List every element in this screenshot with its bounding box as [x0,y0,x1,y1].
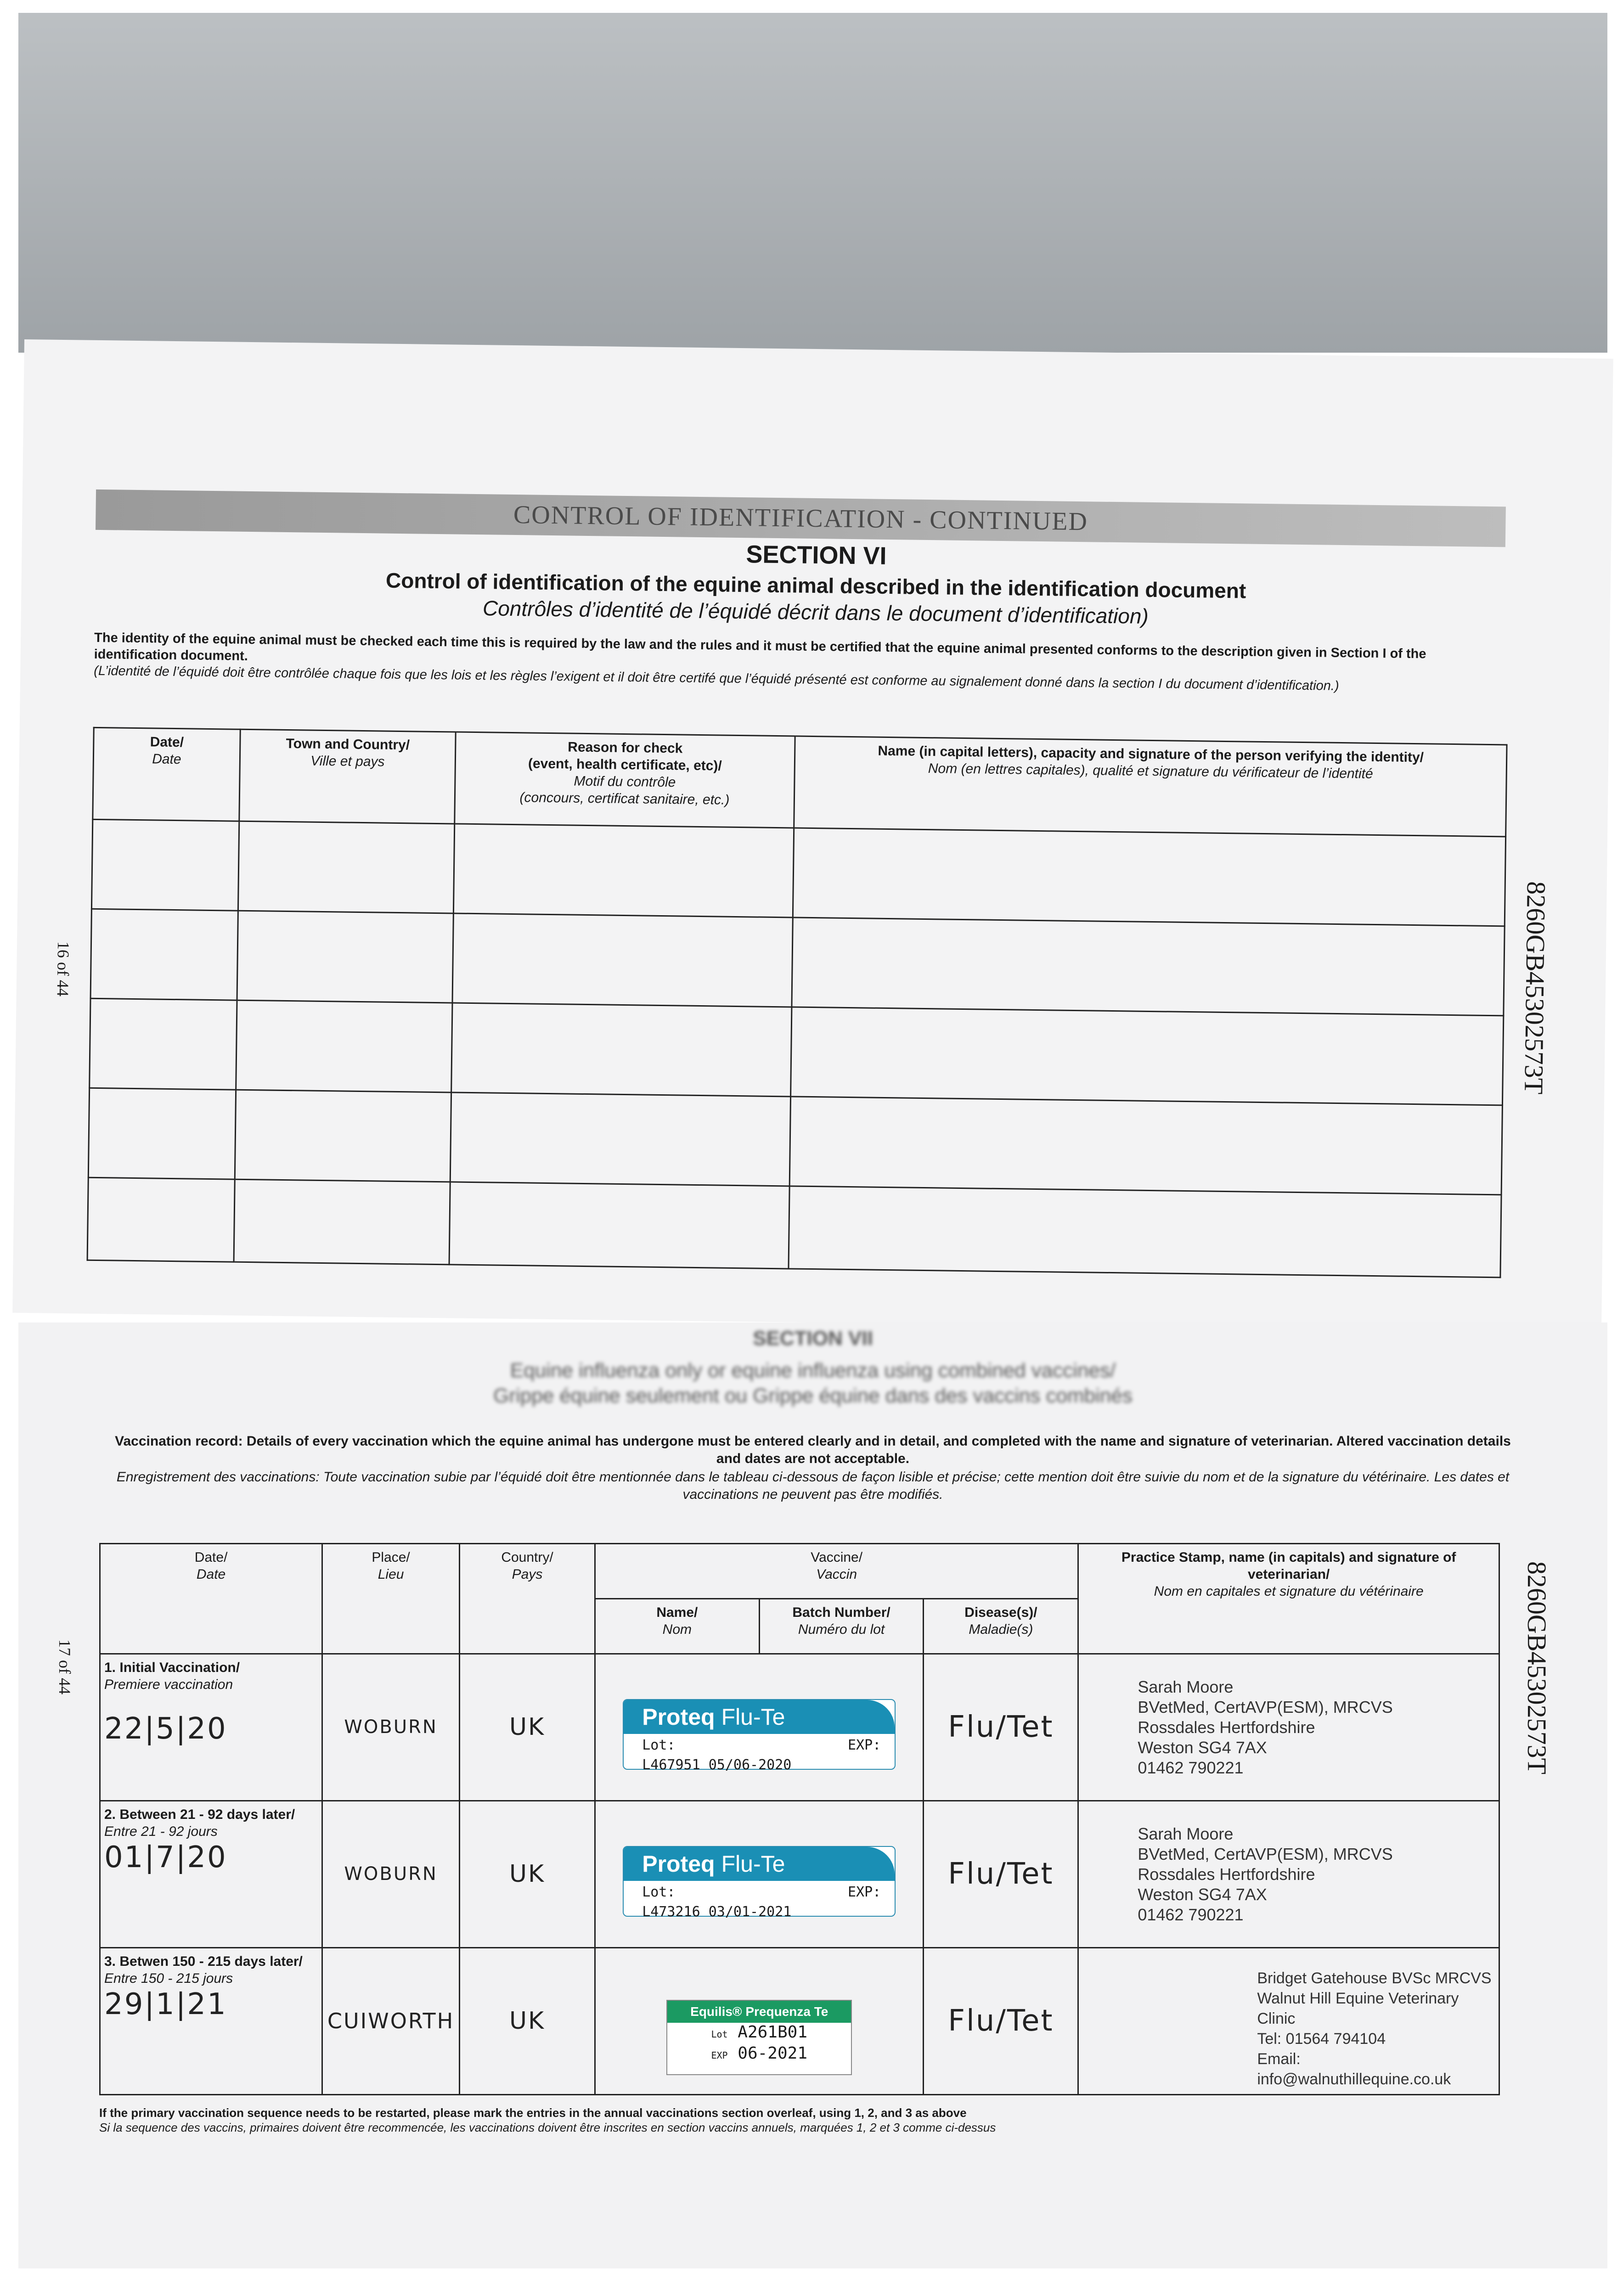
page-number: 16 of 44 [53,941,73,997]
table-row [100,1948,1499,2095]
row-date-cell: 2. Between 21 - 92 days later/ Entre 21 - 92 jours 01|7|20 [100,1801,322,1948]
handwritten-place: CUIWORTH [327,2009,455,2033]
handwritten-country: UK [509,2007,546,2035]
col-batch: Batch Number/ Numéro du lot [759,1599,924,1654]
vet-stamp: Bridget Gatehouse BVSc MRCVS Walnut Hill Equine Veterinary Clinic Tel: 01564 794104 Email: info@walnuthillequine.co.uk [1257,1970,1492,2088]
col-date: Date/ Date [93,727,240,821]
handwritten-disease: Flu/Tet [948,1857,1054,1891]
table-row [100,1654,1499,1801]
identity-check-table [87,727,1508,1278]
section-vii-title-en: Equine influenza only or equine influenza using combined vaccines/ [510,1359,1116,1382]
intro-en: The identity of the equine animal must be checked each time this is required by the law and the rules and it must be certified that the equine animal presented conforms to the description given in Section I of the identification document. [94,630,1426,664]
section-vii-title-fr: Grippe équine seulement ou Grippe équine dans des vaccins combinés [493,1384,1133,1407]
col-vaccine-name: Name/ Nom [595,1599,760,1654]
col-country: Country/ Pays [460,1544,595,1654]
col-verifier: Name (in capital letters), capacity and signature of the person verifying the identity/ Nom (en lettres capitales), qualité et signature du vérificateur de l’identité [794,736,1507,837]
page-16 [12,339,1613,1332]
col-date: Date/ Date [100,1544,322,1654]
col-town: Town and Country/ Ville et pays [239,729,456,824]
section-heading: SECTION VI [746,540,887,570]
vaccination-table [99,1543,1500,2095]
page-number: 17 of 44 [56,1639,74,1694]
col-stamp: Practice Stamp, name (in capitals) and signature of veterinarian/ Nom en capitales et signature du vétérinaire [1078,1544,1499,1654]
intro-fr: (L’identité de l’équidé doit être contrôlée chaque fois que les lois et les règles l’exigent et il doit être certifé que l’équidé présenté est conforme au signalement donné dans la section I du document d’identification.) [94,663,1339,693]
table-row [100,1801,1499,1948]
footnote-en: If the primary vaccination sequence needs to be restarted, please mark the entries in the annual vaccinations section overleaf, using 1, 2, and 3 as above [99,2106,967,2120]
passport-number: 8260GB45302573T [1522,1561,1552,1774]
col-disease: Disease(s)/ Maladie(s) [924,1599,1078,1654]
col-reason: Reason for check (event, health certificate, etc)/ Motif du contrôle (concours, certificat sanitaire, etc.) [455,732,795,828]
col-vaccine: Vaccine/ Vaccin [595,1544,1078,1599]
footnote-fr: Si la sequence des vaccins, primaires doivent être recommencée, les vaccinations doivent être inscrites en section vaccins annuels, marquées 1, 2 et 3 comme ci-dessus [99,2121,996,2134]
col-place: Place/ Lieu [322,1544,460,1654]
handwritten-date: 29|1|21 [104,1987,227,2021]
table-row [88,1088,1502,1195]
handwritten-date: 01|7|20 [104,1840,227,1874]
passport-number: 8260GB45302573T [1519,881,1551,1095]
vaccination-intro-en: Vaccination record: Details of every vaccination which the equine animal has undergone must be entered clearly and in detail, and completed with the name and signature of veterinarian. Altered vaccination details and dates are not acceptable. [115,1434,1511,1466]
section-vii-heading: SECTION VII [753,1327,873,1350]
vaccine-sticker: Proteq Flu-Te Lot: EXP: L473216 03/01-2021 [623,1846,896,1917]
vet-stamp: Sarah Moore BVetMed, CertAVP(ESM), MRCVS Rossdales Hertfordshire Weston SG4 7AX 01462 790221 [1138,1824,1393,1924]
table-row [87,1177,1501,1277]
handwritten-country: UK [509,1713,546,1741]
table-row [91,819,1505,926]
row-date-cell: 1. Initial Vaccination/ Premiere vaccination 22|5|20 [100,1654,322,1801]
vaccine-sticker: Proteq Flu-Te Lot: EXP: L467951 05/06-2020 [623,1699,896,1770]
scan-background-top [18,13,1607,353]
handwritten-disease: Flu/Tet [948,1710,1054,1744]
vet-stamp: Sarah Moore BVetMed, CertAVP(ESM), MRCVS Rossdales Hertfordshire Weston SG4 7AX 01462 790221 [1138,1677,1393,1777]
table-row [90,909,1505,1016]
handwritten-disease: Flu/Tet [948,2004,1054,2038]
vaccination-intro-fr: Enregistrement des vaccinations: Toute vaccination subie par l’équidé doit être mentionnée dans le tableau ci-dessous de façon lisible et précise; cette mention doit être suivie du nom et de la signature du vétérinaire. Les dates et vaccinations ne peuvent pas être modifiés. [116,1469,1510,1502]
handwritten-date: 22|5|20 [104,1712,227,1746]
section-banner: CONTROL OF IDENTIFICATION - CONTINUED [96,490,1506,547]
handwritten-place: WOBURN [344,1863,438,1885]
section-title-fr: Contrôles d’identité de l’équidé décrit dans le document d’identification) [482,596,1149,628]
vaccine-sticker: Equilis® Prequenza Te Lot A261B01 EXP 06-2021 [666,2000,852,2075]
table-row [90,998,1504,1105]
page-17 [18,1322,1607,2268]
section-title-en: Control of identification of the equine animal described in the identification document [385,568,1246,603]
handwritten-place: WOBURN [344,1716,438,1738]
row-date-cell: 3. Betwen 150 - 215 days later/ Entre 150 - 215 jours 29|1|21 [100,1948,322,2095]
handwritten-country: UK [509,1860,546,1888]
